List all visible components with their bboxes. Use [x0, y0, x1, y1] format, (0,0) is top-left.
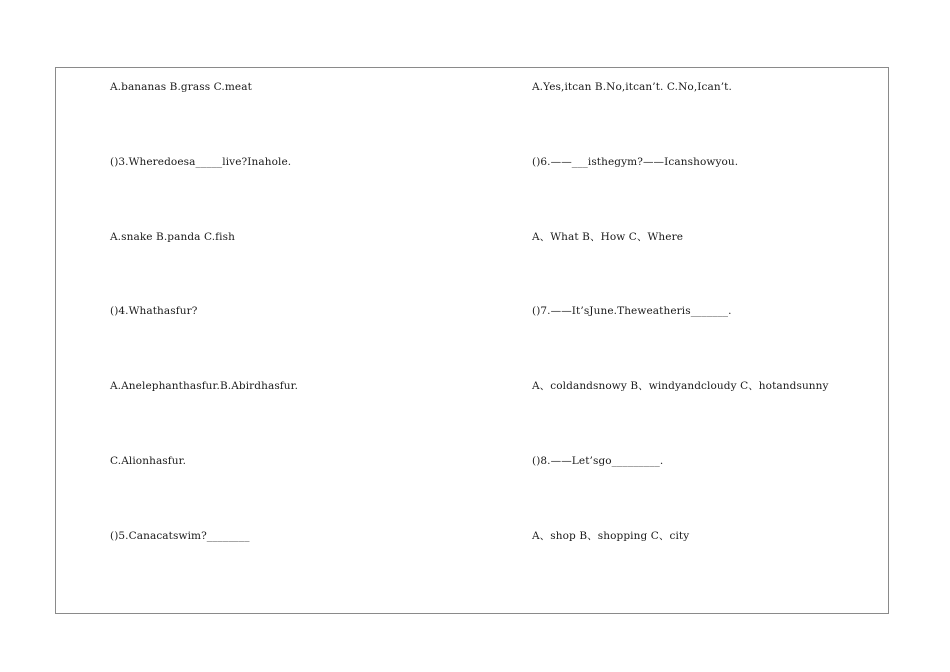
answer-options-q3: A.snake B.panda C.fish — [110, 231, 235, 243]
answer-options-q6: A、What B、How C、Where — [532, 231, 684, 243]
answer-options-q8: A、shop B、shopping C、city — [532, 530, 690, 542]
question-4: ()4.Whathasfur? — [110, 305, 198, 317]
answer-options-q7: A、coldandsnowy B、windyandcloudy C、hotandsunny — [532, 380, 829, 392]
question-3: ()3.Wheredoesa_____live?Inahole. — [110, 156, 292, 168]
question-5: ()5.Canacatswim?________ — [110, 530, 250, 542]
question-7: ()7.——It’sJune.Theweatheris_______. — [532, 305, 732, 317]
answer-options-q5: A.Yes,itcan B.No,itcan’t. C.No,Ican’t. — [532, 81, 732, 93]
answer-options-q4-ab: A.Anelephanthasfur.B.Abirdhasfur. — [110, 380, 299, 392]
question-8: ()8.——Let’sgo_________. — [532, 455, 664, 467]
answer-options-q2: A.bananas B.grass C.meat — [110, 81, 252, 93]
answer-options-q4-c: C.Alionhasfur. — [110, 455, 187, 467]
question-6: ()6.——___isthegym?——Icanshowyou. — [532, 156, 739, 168]
